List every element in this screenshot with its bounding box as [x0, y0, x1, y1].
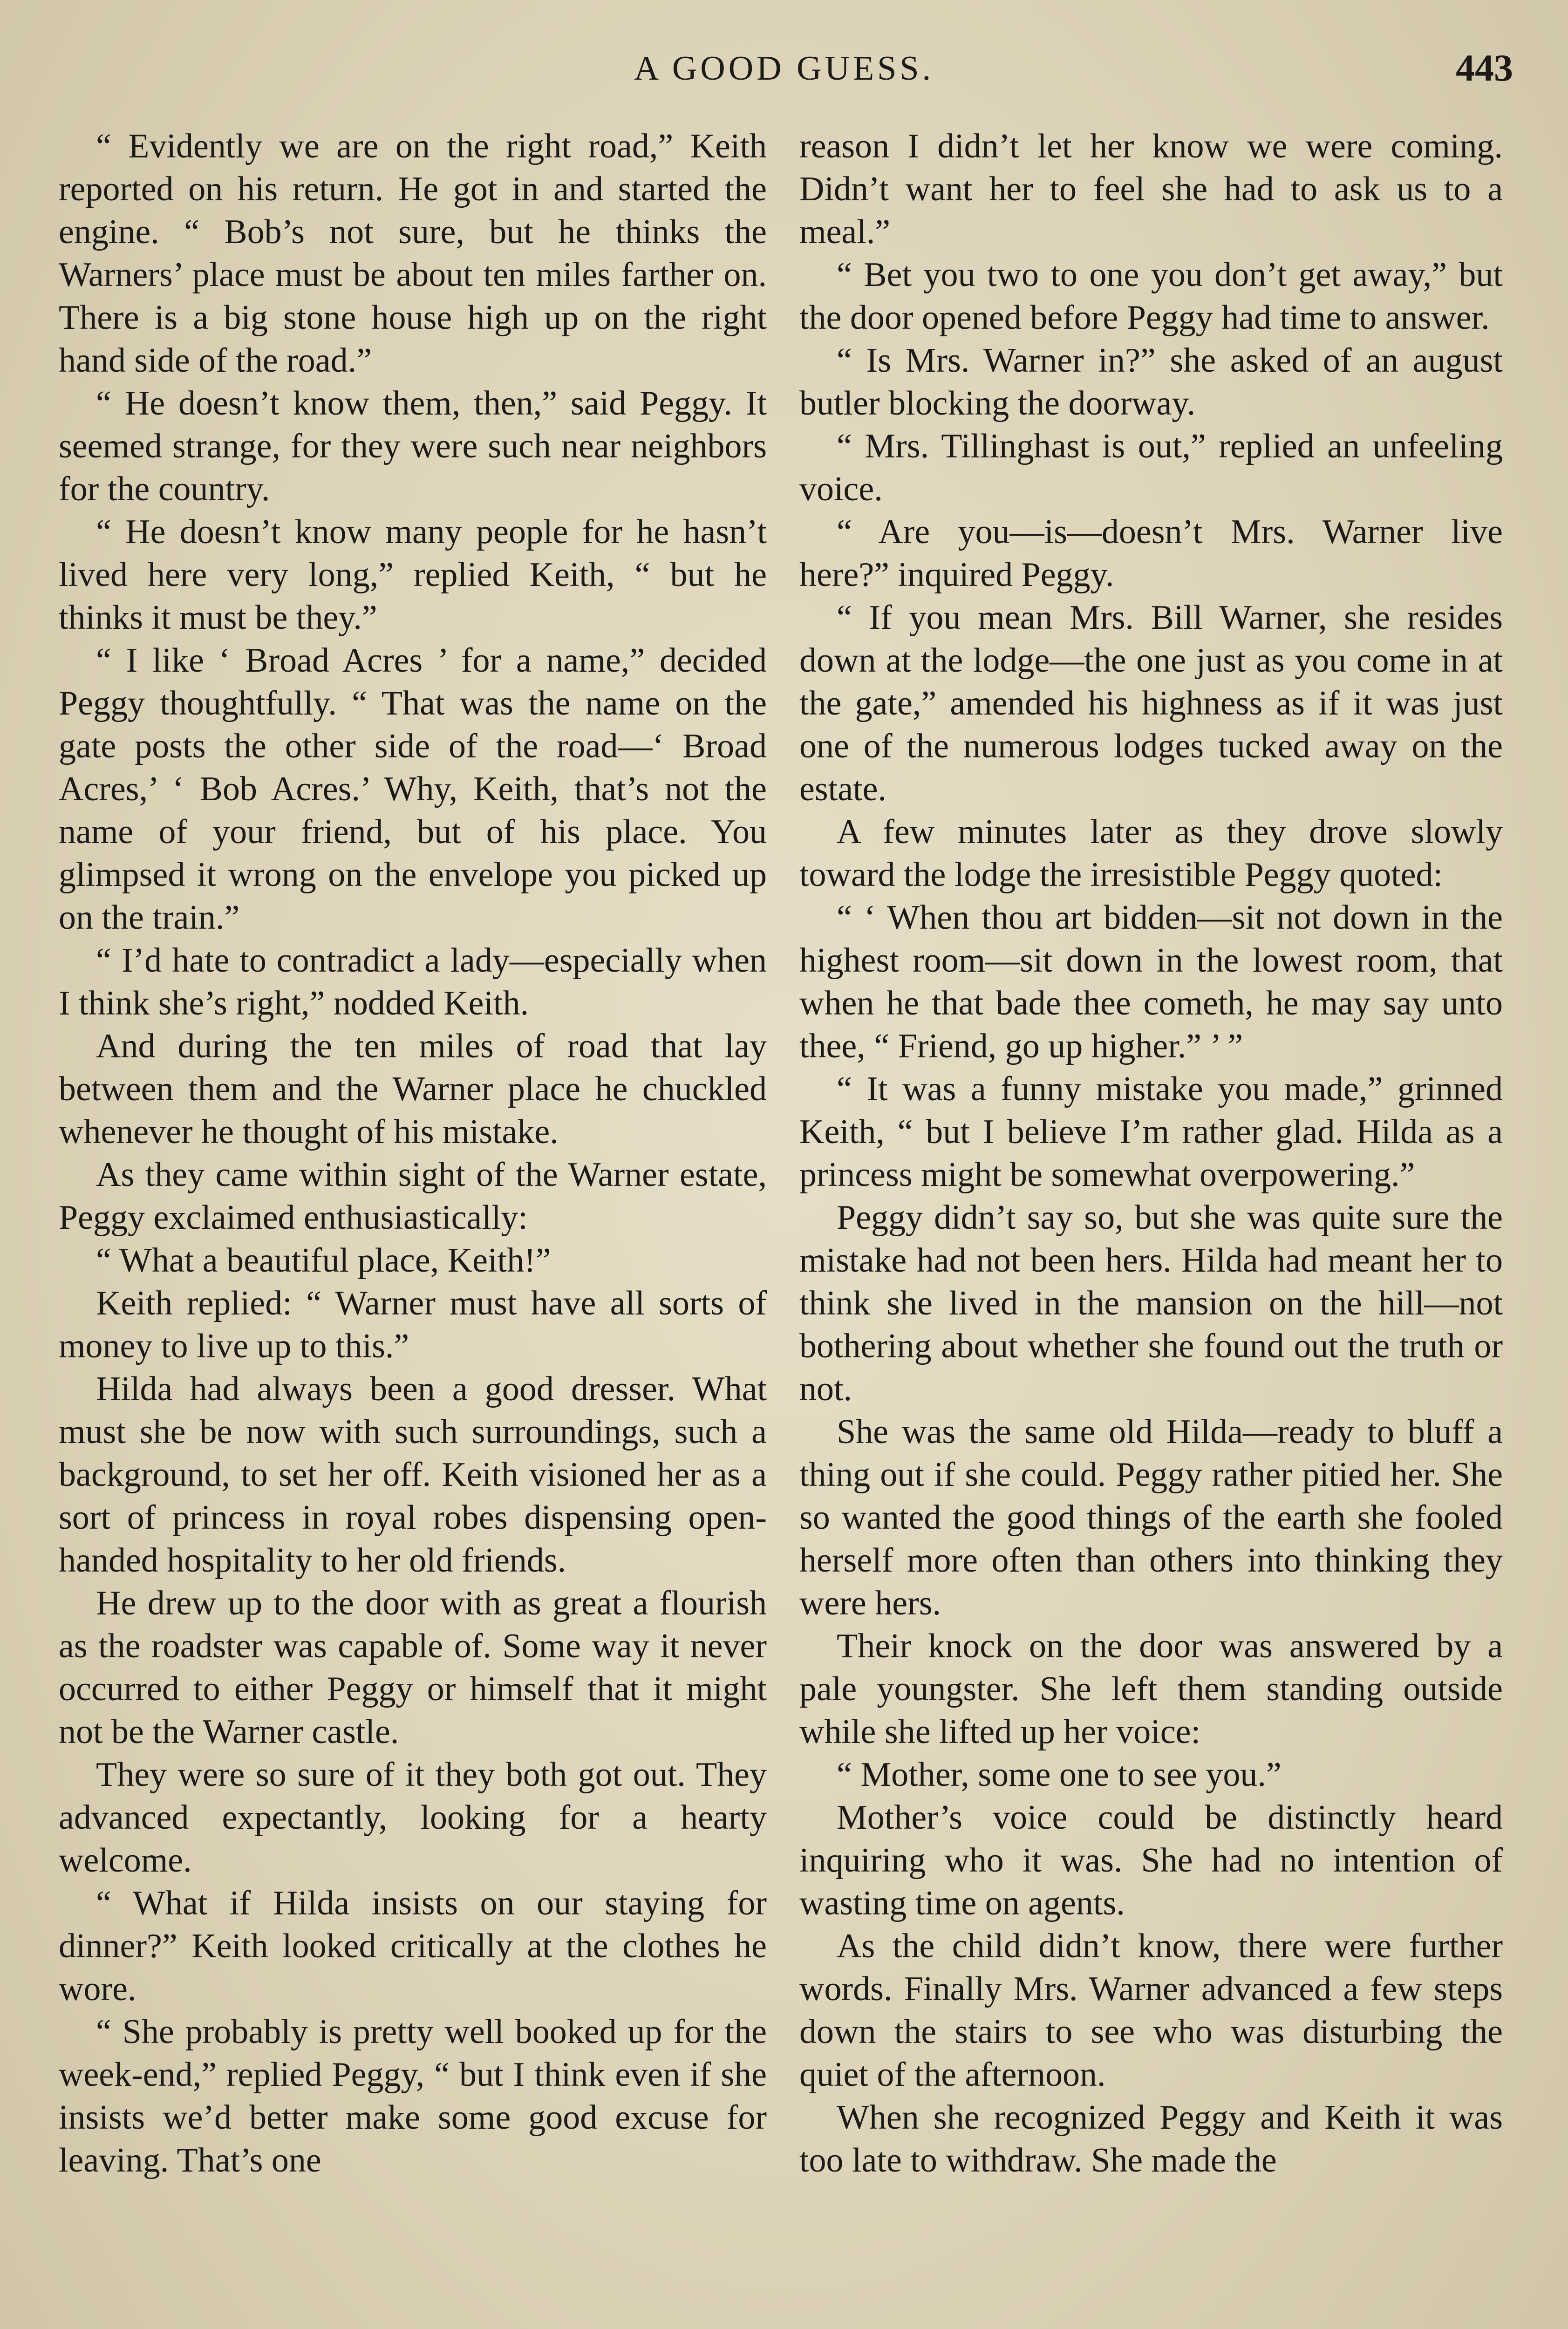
paragraph: “ What a beautiful place, Keith!”	[96, 1241, 551, 1280]
paragraph: As the child didn’t know, there were further words. Finally Mrs. Warner advanced a few steps down the stairs to see who was disturbing the quiet of the afternoon.	[799, 1927, 1503, 2094]
paragraph: “ He doesn’t know them, then,” said Peggy. It seemed strange, for they were such near neighbors for the country.	[59, 384, 767, 508]
paragraph: “ He doesn’t know many people for he hasn’t lived here very long,” replied Keith, “ but he thinks it must be they.”	[59, 513, 767, 637]
left-column	[59, 125, 767, 2182]
paragraph: reason I didn’t let her know we were coming. Didn’t want her to feel she had to ask us to a meal.”	[799, 127, 1503, 251]
paragraph: “ Evidently we are on the right road,” Keith reported on his return. He got in and started the engine. “ Bob’s not sure, but he thinks the Warners’ place must be about ten miles farther on. There is a big stone house high up on the right hand side of the road.”	[59, 127, 767, 380]
paragraph: When she recognized Peggy and Keith it was too late to withdraw. She made the	[799, 2098, 1503, 2179]
paragraph: “ I’d hate to contradict a lady—especially when I think she’s right,” nodded Keith.	[59, 941, 767, 1022]
paragraph: “ I like ‘ Broad Acres ’ for a name,” decided Peggy thoughtfully. “ That was the name on the gate posts the other side of the road—‘ Broad Acres,’ ‘ Bob Acres.’ Why, Keith, that’s not the name of your friend, but of his place. You glimpsed it wrong on the envelope you picked up on the train.”	[59, 641, 767, 937]
paragraph: “ Are you—is—doesn’t Mrs. Warner live here?” inquired Peggy.	[799, 513, 1503, 594]
paragraph: “ Bet you two to one you don’t get away,” but the door opened before Peggy had time to answer.	[799, 256, 1503, 337]
paragraph: Their knock on the door was answered by a pale youngster. She left them standing outside while she lifted up her voice:	[799, 1627, 1503, 1751]
paragraph: Keith replied: “ Warner must have all sorts of money to live up to this.”	[59, 1284, 767, 1365]
paragraph: “ Mother, some one to see you.”	[837, 1756, 1282, 1794]
paragraph: Mother’s voice could be distinctly heard inquiring who it was. She had no intention of wasting time on agents.	[799, 1798, 1503, 1922]
paragraph: “ Mrs. Tillinghast is out,” replied an unfeeling voice.	[799, 427, 1503, 508]
paragraph: “ ‘ When thou art bidden—sit not down in the highest room—sit down in the lowest room, that when he that bade thee cometh, he may say unto thee, “ Friend, go up higher.” ’ ”	[799, 899, 1503, 1065]
paragraph: And during the ten miles of road that lay between them and the Warner place he chuckled whenever he thought of his mistake.	[59, 1027, 767, 1151]
paragraph: Peggy didn’t say so, but she was quite sure the mistake had not been hers. Hilda had meant her to think she lived in the mansion on the hill—not bothering about whether she found out the truth or not.	[799, 1199, 1503, 1408]
paragraph: She was the same old Hilda—ready to bluff a thing out if she could. Peggy rather pitied her. She so wanted the good things of the earth she fooled herself more often than others into thinking they were hers.	[799, 1413, 1503, 1622]
running-title: A GOOD GUESS.	[634, 49, 934, 88]
paragraph: They were so sure of it they both got out. They advanced expectantly, looking for a hearty welcome.	[59, 1756, 767, 1880]
paragraph: He drew up to the door with as great a flourish as the roadster was capable of. Some way it never occurred to either Peggy or himself that it might not be the Warner castle.	[59, 1584, 767, 1751]
paragraph: “ She probably is pretty well booked up for the week-end,” replied Peggy, “ but I think even if she insists we’d better make some good excuse for leaving. That’s one	[59, 2013, 767, 2179]
paragraph: As they came within sight of the Warner estate, Peggy exclaimed enthusiastically:	[59, 1156, 767, 1237]
page-number: 443	[1456, 47, 1513, 89]
paragraph: A few minutes later as they drove slowly toward the lodge the irresistible Peggy quoted:	[799, 813, 1503, 894]
paragraph: “ What if Hilda insists on our staying for dinner?” Keith looked critically at the clothes he wore.	[59, 1884, 767, 2008]
paragraph: “ It was a funny mistake you made,” grinned Keith, “ but I believe I’m rather glad. Hilda as a princess might be somewhat overpowering.”	[799, 1070, 1503, 1194]
paragraph: “ Is Mrs. Warner in?” she asked of an august butler blocking the doorway.	[799, 341, 1503, 422]
page-header	[0, 44, 1568, 95]
paragraph: Hilda had always been a good dresser. What must she be now with such surroundings, such a background, to set her off. Keith visioned her as a sort of princess in royal robes dispensing open-handed hospitality to her old friends.	[59, 1370, 767, 1580]
right-column	[799, 125, 1503, 2182]
paragraph: “ If you mean Mrs. Bill Warner, she resides down at the lodge—the one just as you come in at the gate,” amended his highness as if it was just one of the numerous lodges tucked away on the estate.	[799, 599, 1503, 808]
